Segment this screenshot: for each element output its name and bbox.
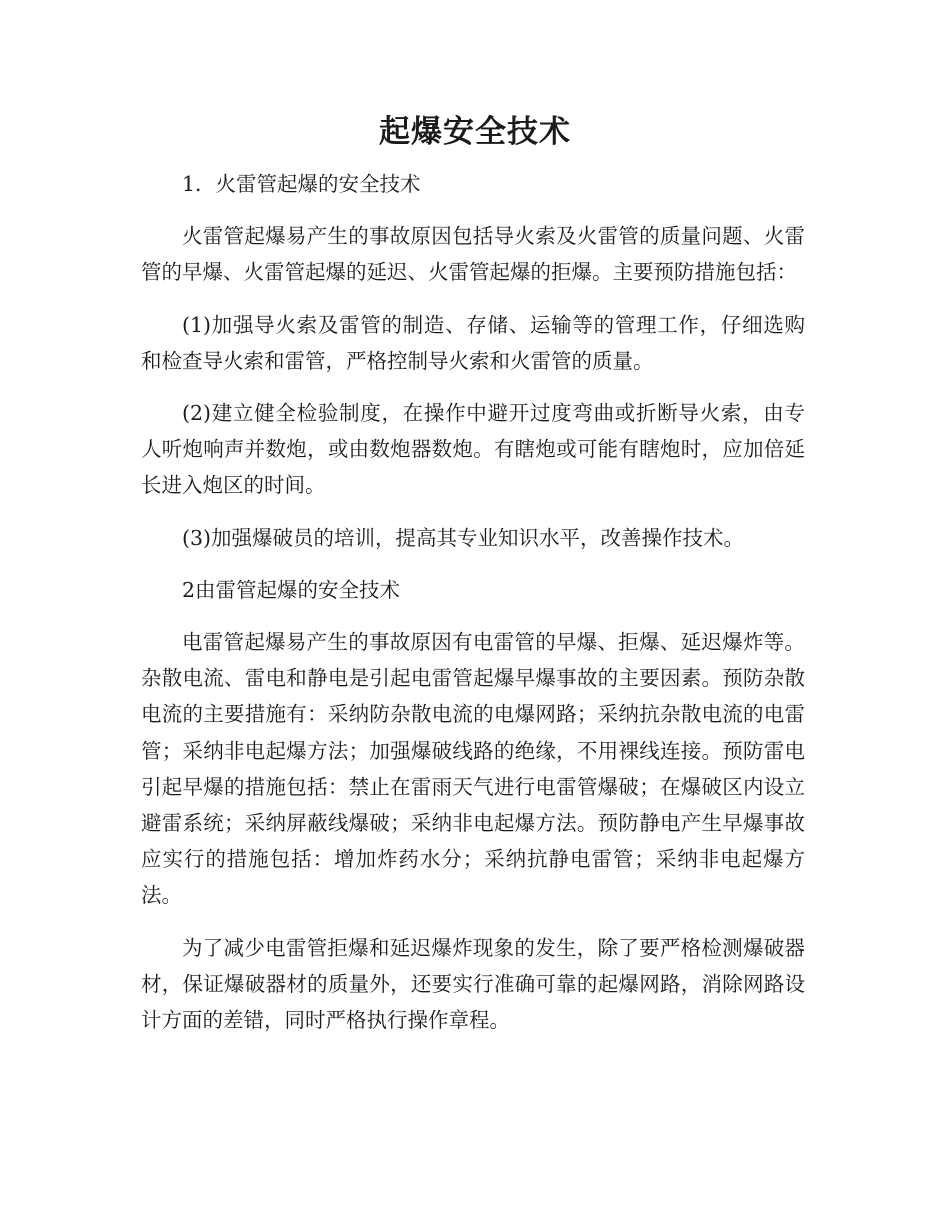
document-body [141, 166, 805, 1038]
section-1-measure-1: (1)加强导火索及雷管的制造、存储、运输等的管理工作，仔细选购和检查导火索和雷管，严格控制导火索和火雷管的质量。 [141, 312, 805, 373]
section-2-heading: 2由雷管起爆的安全技术 [182, 577, 401, 602]
section-2-paragraph-2: 为了减少电雷管拒爆和延迟爆炸现象的发生，除了要严格检测爆破器材，保证爆破器材的质量外，还要实行准确可靠的起爆网路，消除网路设计方面的差错，同时严格执行操作章程。 [141, 935, 805, 1033]
document-title: 起爆安全技术 [379, 114, 571, 150]
section-1-heading: 1．火雷管起爆的安全技术 [182, 172, 421, 196]
section-1-intro-paragraph: 火雷管起爆易产生的事故原因包括导火索及火雷管的质量问题、火雷管的早爆、火雷管起爆的延迟、火雷管起爆的拒爆。主要预防措施包括： [141, 224, 805, 285]
section-1-measure-2: (2)建立健全检验制度，在操作中避开过度弯曲或折断导火索，由专人听炮响声并数炮，或由数炮器数炮。有瞎炮或可能有瞎炮时，应加倍延长进入炮区的时间。 [141, 401, 805, 498]
section-1-measure-3: (3)加强爆破员的培训，提高其专业知识水平，改善操作技术。 [182, 525, 745, 550]
section-2-paragraph-1: 电雷管起爆易产生的事故原因有电雷管的早爆、拒爆、延迟爆炸等。杂散电流、雷电和静电是引起电雷管起爆早爆事故的主要因素。预防杂散电流的主要措施有：采纳防杂散电流的电爆网路；采纳抗杂散电流的电雷管；采纳非电起爆方法；加强爆破线路的绝缘，不用裸线连接。预防雷电引起早爆的措施包括：禁止在雷雨天气进行电雷管爆破；在爆破区内设立避雷系统；采纳屏蔽线爆破；采纳非电起爆方法。预防静电产生早爆事故应实行的措施包括：增加炸药水分；采纳抗静电雷管；采纳非电起爆方法。 [141, 630, 805, 908]
